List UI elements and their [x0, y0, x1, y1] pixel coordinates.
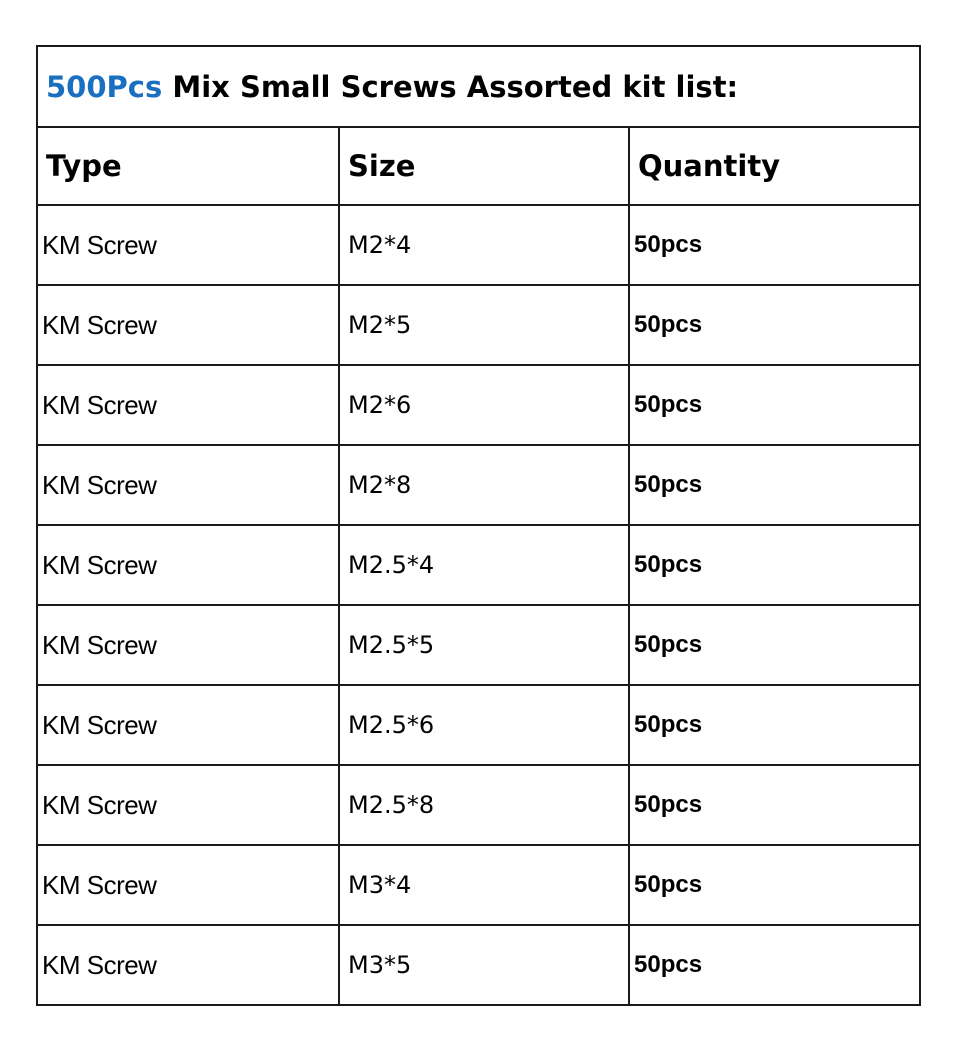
- cell-size: M2*8: [339, 445, 629, 525]
- cell-size: M2.5*8: [339, 765, 629, 845]
- table-row: [37, 685, 920, 765]
- cell-quantity: 50pcs: [629, 925, 920, 1005]
- cell-size: M2*5: [339, 285, 629, 365]
- cell-type: KM Screw: [37, 525, 339, 605]
- cell-size: M3*5: [339, 925, 629, 1005]
- column-header-size: Size: [339, 127, 629, 205]
- cell-type: KM Screw: [37, 605, 339, 685]
- cell-quantity: 50pcs: [629, 685, 920, 765]
- table-row: [37, 525, 920, 605]
- cell-type: KM Screw: [37, 205, 339, 285]
- cell-type: KM Screw: [37, 285, 339, 365]
- cell-quantity: 50pcs: [629, 285, 920, 365]
- cell-quantity: 50pcs: [629, 205, 920, 285]
- cell-size: M2*6: [339, 365, 629, 445]
- cell-type: KM Screw: [37, 925, 339, 1005]
- cell-type: KM Screw: [37, 445, 339, 525]
- cell-quantity: 50pcs: [629, 605, 920, 685]
- table-row: [37, 445, 920, 525]
- cell-type: KM Screw: [37, 845, 339, 925]
- cell-type: KM Screw: [37, 685, 339, 765]
- title-accent: 500Pcs: [46, 69, 163, 104]
- title-row: [37, 46, 920, 127]
- cell-quantity: 50pcs: [629, 525, 920, 605]
- cell-size: M2.5*5: [339, 605, 629, 685]
- table-title: [37, 46, 920, 127]
- title-text: Mix Small Screws Assorted kit list:: [162, 69, 739, 104]
- table-row: [37, 365, 920, 445]
- cell-size: M2.5*4: [339, 525, 629, 605]
- table-row: [37, 205, 920, 285]
- cell-type: KM Screw: [37, 365, 339, 445]
- table-row: [37, 605, 920, 685]
- cell-type: KM Screw: [37, 765, 339, 845]
- cell-quantity: 50pcs: [629, 445, 920, 525]
- cell-quantity: 50pcs: [629, 765, 920, 845]
- cell-size: M2.5*6: [339, 685, 629, 765]
- header-row: [37, 127, 920, 205]
- cell-size: M2*4: [339, 205, 629, 285]
- screw-kit-table: [36, 45, 921, 1006]
- table-row: [37, 845, 920, 925]
- column-header-quantity: Quantity: [629, 127, 920, 205]
- cell-quantity: 50pcs: [629, 845, 920, 925]
- table-row: [37, 285, 920, 365]
- table-row: [37, 925, 920, 1005]
- cell-size: M3*4: [339, 845, 629, 925]
- table-row: [37, 765, 920, 845]
- cell-quantity: 50pcs: [629, 365, 920, 445]
- column-header-type: Type: [37, 127, 339, 205]
